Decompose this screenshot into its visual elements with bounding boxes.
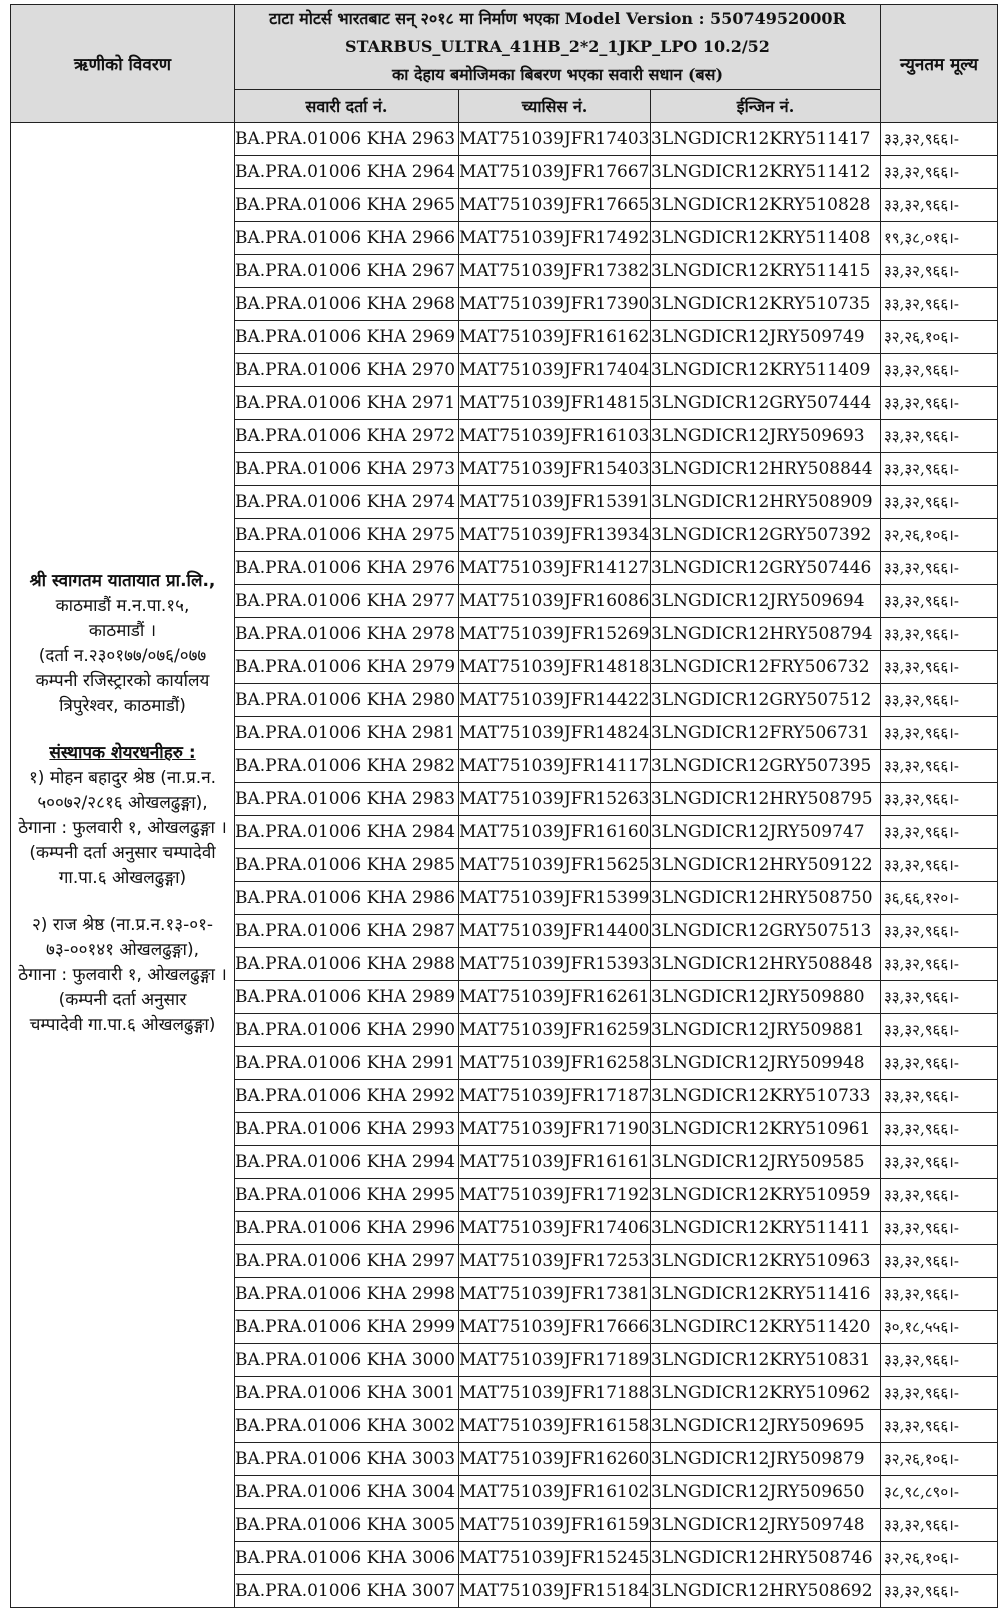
cell-min-price: ३३,३२,९६६।- <box>881 354 998 387</box>
cell-chassis-no: MAT751039JFR15184 <box>459 1575 651 1608</box>
cell-min-price: ३३,३२,९६६।- <box>881 255 998 288</box>
cell-engine-no: 3LNGDICR12JRY509948 <box>651 1047 881 1080</box>
cell-min-price: ३२,२६,१०६।- <box>881 1542 998 1575</box>
cell-reg-no: BA.PRA.01006 KHA 2997 <box>235 1245 459 1278</box>
cell-min-price: ३३,३२,९६६।- <box>881 783 998 816</box>
header-vehicle-description <box>235 5 881 90</box>
debtor-details <box>11 123 234 1038</box>
debtor-address-line: काठमाडौं । <box>88 621 157 641</box>
cell-min-price: ३३,३२,९६६।- <box>881 1113 998 1146</box>
header-line-3: का देहाय बमोजिमका बिबरण भएका सवारी सधान (बस) <box>391 65 724 84</box>
cell-min-price: ३३,३२,९६६।- <box>881 1047 998 1080</box>
cell-reg-no: BA.PRA.01006 KHA 2963 <box>235 123 459 156</box>
cell-reg-no: BA.PRA.01006 KHA 2994 <box>235 1146 459 1179</box>
cell-engine-no: 3LNGDICR12HRY508794 <box>651 618 881 651</box>
cell-min-price: ३३,३२,९६६।- <box>881 288 998 321</box>
cell-chassis-no: MAT751039JFR14127 <box>459 552 651 585</box>
founder-2-line: (कम्पनी दर्ता अनुसार <box>58 990 187 1010</box>
cell-chassis-no: MAT751039JFR17253 <box>459 1245 651 1278</box>
cell-chassis-no: MAT751039JFR14117 <box>459 750 651 783</box>
cell-chassis-no: MAT751039JFR16102 <box>459 1476 651 1509</box>
cell-reg-no: BA.PRA.01006 KHA 2986 <box>235 882 459 915</box>
cell-min-price: ३३,३२,९६६।- <box>881 1146 998 1179</box>
cell-reg-no: BA.PRA.01006 KHA 2985 <box>235 849 459 882</box>
cell-min-price: ३३,३२,९६६।- <box>881 123 998 156</box>
cell-reg-no: BA.PRA.01006 KHA 2969 <box>235 321 459 354</box>
cell-chassis-no: MAT751039JFR17189 <box>459 1344 651 1377</box>
cell-reg-no: BA.PRA.01006 KHA 2978 <box>235 618 459 651</box>
cell-reg-no: BA.PRA.01006 KHA 2971 <box>235 387 459 420</box>
cell-min-price: ३३,३२,९६६।- <box>881 1575 998 1608</box>
header-debtor: ऋणीको विवरण <box>11 5 235 123</box>
cell-reg-no: BA.PRA.01006 KHA 2973 <box>235 453 459 486</box>
cell-reg-no: BA.PRA.01006 KHA 2983 <box>235 783 459 816</box>
cell-engine-no: 3LNGDICR12JRY509585 <box>651 1146 881 1179</box>
cell-chassis-no: MAT751039JFR16161 <box>459 1146 651 1179</box>
cell-reg-no: BA.PRA.01006 KHA 2968 <box>235 288 459 321</box>
cell-reg-no: BA.PRA.01006 KHA 2964 <box>235 156 459 189</box>
cell-min-price: ३३,३२,९६६।- <box>881 189 998 222</box>
founder-1-line: १) मोहन बहादुर श्रेष्ठ (ना.प्र.न. <box>28 768 217 788</box>
cell-chassis-no: MAT751039JFR15403 <box>459 453 651 486</box>
table-body <box>11 123 998 1608</box>
cell-reg-no: BA.PRA.01006 KHA 2966 <box>235 222 459 255</box>
cell-engine-no: 3LNGDICR12HRY508909 <box>651 486 881 519</box>
cell-chassis-no: MAT751039JFR17381 <box>459 1278 651 1311</box>
cell-min-price: ३३,३२,९६६।- <box>881 981 998 1014</box>
cell-chassis-no: MAT751039JFR17406 <box>459 1212 651 1245</box>
cell-min-price: ३३,३२,९६६।- <box>881 1179 998 1212</box>
cell-chassis-no: MAT751039JFR13934 <box>459 519 651 552</box>
cell-chassis-no: MAT751039JFR17187 <box>459 1080 651 1113</box>
vehicle-table <box>10 4 998 1608</box>
cell-engine-no: 3LNGDICR12KRY511408 <box>651 222 881 255</box>
cell-min-price: ३३,३२,९६६।- <box>881 1212 998 1245</box>
cell-min-price: ३३,३२,९६६।- <box>881 651 998 684</box>
cell-chassis-no: MAT751039JFR17404 <box>459 354 651 387</box>
cell-reg-no: BA.PRA.01006 KHA 2996 <box>235 1212 459 1245</box>
cell-chassis-no: MAT751039JFR16159 <box>459 1509 651 1542</box>
cell-engine-no: 3LNGDICR12GRY507444 <box>651 387 881 420</box>
cell-reg-no: BA.PRA.01006 KHA 2990 <box>235 1014 459 1047</box>
cell-min-price: ३३,३२,९६६।- <box>881 1509 998 1542</box>
cell-chassis-no: MAT751039JFR14400 <box>459 915 651 948</box>
cell-engine-no: 3LNGDICR12KRY510963 <box>651 1245 881 1278</box>
cell-chassis-no: MAT751039JFR15625 <box>459 849 651 882</box>
cell-min-price: ३३,३२,९६६।- <box>881 1377 998 1410</box>
cell-reg-no: BA.PRA.01006 KHA 2992 <box>235 1080 459 1113</box>
cell-reg-no: BA.PRA.01006 KHA 2972 <box>235 420 459 453</box>
cell-engine-no: 3LNGDICR12KRY510828 <box>651 189 881 222</box>
cell-reg-no: BA.PRA.01006 KHA 2989 <box>235 981 459 1014</box>
cell-reg-no: BA.PRA.01006 KHA 2979 <box>235 651 459 684</box>
header-min-price: न्युनतम मूल्य <box>881 5 998 123</box>
cell-engine-no: 3LNGDICR12KRY510735 <box>651 288 881 321</box>
cell-reg-no: BA.PRA.01006 KHA 2998 <box>235 1278 459 1311</box>
cell-min-price: ३३,३२,९६६।- <box>881 816 998 849</box>
cell-reg-no: BA.PRA.01006 KHA 3003 <box>235 1443 459 1476</box>
cell-chassis-no: MAT751039JFR17667 <box>459 156 651 189</box>
cell-engine-no: 3LNGDICR12KRY511417 <box>651 123 881 156</box>
cell-chassis-no: MAT751039JFR17666 <box>459 1311 651 1344</box>
cell-reg-no: BA.PRA.01006 KHA 2967 <box>235 255 459 288</box>
cell-chassis-no: MAT751039JFR17192 <box>459 1179 651 1212</box>
header-engine-no: ईन्जिन नं. <box>651 90 881 123</box>
cell-reg-no: BA.PRA.01006 KHA 2981 <box>235 717 459 750</box>
founders-title: संस्थापक शेयरधनीहरु : <box>49 743 196 763</box>
cell-chassis-no: MAT751039JFR16259 <box>459 1014 651 1047</box>
cell-chassis-no: MAT751039JFR17665 <box>459 189 651 222</box>
cell-min-price: ३६,६६,१२०।- <box>881 882 998 915</box>
cell-min-price: ३२,२६,१०६।- <box>881 321 998 354</box>
cell-engine-no: 3LNGDICR12GRY507513 <box>651 915 881 948</box>
cell-reg-no: BA.PRA.01006 KHA 2987 <box>235 915 459 948</box>
cell-min-price: ३८,९८,८९०।- <box>881 1476 998 1509</box>
cell-chassis-no: MAT751039JFR14824 <box>459 717 651 750</box>
cell-engine-no: 3LNGDICR12GRY507392 <box>651 519 881 552</box>
cell-chassis-no: MAT751039JFR16160 <box>459 816 651 849</box>
cell-min-price: ३३,३२,९६६।- <box>881 1245 998 1278</box>
cell-chassis-no: MAT751039JFR15399 <box>459 882 651 915</box>
cell-reg-no: BA.PRA.01006 KHA 2980 <box>235 684 459 717</box>
cell-reg-no: BA.PRA.01006 KHA 2984 <box>235 816 459 849</box>
cell-min-price: ३३,३२,९६६।- <box>881 684 998 717</box>
cell-engine-no: 3LNGDICR12GRY507512 <box>651 684 881 717</box>
cell-engine-no: 3LNGDICR12KRY510962 <box>651 1377 881 1410</box>
cell-chassis-no: MAT751039JFR15391 <box>459 486 651 519</box>
cell-reg-no: BA.PRA.01006 KHA 2988 <box>235 948 459 981</box>
cell-reg-no: BA.PRA.01006 KHA 3007 <box>235 1575 459 1608</box>
cell-engine-no: 3LNGDICR12JRY509694 <box>651 585 881 618</box>
spacer <box>13 891 232 913</box>
cell-engine-no: 3LNGDICR12KRY511411 <box>651 1212 881 1245</box>
cell-engine-no: 3LNGDICR12KRY511409 <box>651 354 881 387</box>
cell-min-price: ३३,३२,९६६।- <box>881 486 998 519</box>
cell-chassis-no: MAT751039JFR16086 <box>459 585 651 618</box>
cell-engine-no: 3LNGDICR12KRY510961 <box>651 1113 881 1146</box>
cell-reg-no: BA.PRA.01006 KHA 2995 <box>235 1179 459 1212</box>
cell-chassis-no: MAT751039JFR14818 <box>459 651 651 684</box>
cell-reg-no: BA.PRA.01006 KHA 2970 <box>235 354 459 387</box>
cell-engine-no: 3LNGDICR12KRY511412 <box>651 156 881 189</box>
cell-min-price: १९,३८,०१६।- <box>881 222 998 255</box>
cell-min-price: ३३,३२,९६६।- <box>881 1344 998 1377</box>
table-row <box>11 123 998 156</box>
debtor-address-line: (दर्ता न.२३०१७७/०७६/०७७ <box>38 646 207 666</box>
cell-min-price: ३२,२६,१०६।- <box>881 1443 998 1476</box>
cell-chassis-no: MAT751039JFR16158 <box>459 1410 651 1443</box>
cell-engine-no: 3LNGDICR12KRY510959 <box>651 1179 881 1212</box>
cell-reg-no: BA.PRA.01006 KHA 3002 <box>235 1410 459 1443</box>
cell-min-price: ३३,३२,९६६।- <box>881 156 998 189</box>
cell-engine-no: 3LNGDICR12JRY509880 <box>651 981 881 1014</box>
cell-engine-no: 3LNGDICR12GRY507446 <box>651 552 881 585</box>
cell-engine-no: 3LNGDICR12JRY509695 <box>651 1410 881 1443</box>
founder-1-line: (कम्पनी दर्ता अनुसार चम्पादेवी <box>29 843 216 863</box>
cell-engine-no: 3LNGDICR12FRY506732 <box>651 651 881 684</box>
cell-min-price: ३३,३२,९६६।- <box>881 915 998 948</box>
cell-reg-no: BA.PRA.01006 KHA 3005 <box>235 1509 459 1542</box>
debtor-company: श्री स्वागतम यातायात प्रा.लि., <box>29 571 216 591</box>
founder-1-line: गा.पा.६ ओखलढुङ्गा) <box>58 868 187 888</box>
cell-chassis-no: MAT751039JFR14422 <box>459 684 651 717</box>
cell-chassis-no: MAT751039JFR16162 <box>459 321 651 354</box>
cell-min-price: ३०,१८,५५६।- <box>881 1311 998 1344</box>
cell-engine-no: 3LNGDICR12HRY508795 <box>651 783 881 816</box>
cell-engine-no: 3LNGDICR12HRY508746 <box>651 1542 881 1575</box>
cell-min-price: ३३,३२,९६६।- <box>881 585 998 618</box>
header-chassis-no: च्यासिस नं. <box>459 90 651 123</box>
cell-chassis-no: MAT751039JFR15263 <box>459 783 651 816</box>
cell-reg-no: BA.PRA.01006 KHA 2974 <box>235 486 459 519</box>
cell-reg-no: BA.PRA.01006 KHA 2982 <box>235 750 459 783</box>
debtor-address-line: काठमाडौं म.न.पा.१५, <box>55 596 190 616</box>
cell-engine-no: 3LNGDICR12JRY509747 <box>651 816 881 849</box>
founder-2-line: ठेगाना : फुलवारी १, ओखलढुङ्गा । <box>18 965 227 985</box>
cell-reg-no: BA.PRA.01006 KHA 3001 <box>235 1377 459 1410</box>
cell-engine-no: 3LNGDICR12HRY508750 <box>651 882 881 915</box>
founder-1-line: ठेगाना : फुलवारी १, ओखलढुङ्गा । <box>18 818 227 838</box>
cell-chassis-no: MAT751039JFR17492 <box>459 222 651 255</box>
cell-engine-no: 3LNGDICR12KRY510733 <box>651 1080 881 1113</box>
founder-2-line: २) राज श्रेष्ठ (ना.प्र.न.१३-०१- <box>31 915 214 935</box>
cell-chassis-no: MAT751039JFR17188 <box>459 1377 651 1410</box>
cell-min-price: ३३,३२,९६६।- <box>881 948 998 981</box>
cell-engine-no: 3LNGDICR12KRY511415 <box>651 255 881 288</box>
cell-min-price: ३३,३२,९६६।- <box>881 750 998 783</box>
debtor-address-line: कम्पनी रजिस्ट्रारको कार्यालय <box>35 671 210 691</box>
founder-1-line: ५००७२/२८१६ ओखलढुङ्गा), <box>37 793 208 813</box>
cell-chassis-no: MAT751039JFR16258 <box>459 1047 651 1080</box>
debtor-cell <box>11 123 235 1608</box>
cell-engine-no: 3LNGDICR12JRY509693 <box>651 420 881 453</box>
founder-2-line: चम्पादेवी गा.पा.६ ओखलढुङ्गा) <box>29 1015 216 1035</box>
cell-min-price: ३२,२६,१०६।- <box>881 519 998 552</box>
cell-reg-no: BA.PRA.01006 KHA 2976 <box>235 552 459 585</box>
cell-engine-no: 3LNGDIRC12KRY511420 <box>651 1311 881 1344</box>
header-reg-no: सवारी दर्ता नं. <box>235 90 459 123</box>
cell-reg-no: BA.PRA.01006 KHA 2977 <box>235 585 459 618</box>
header-line-1: टाटा मोटर्स भारतबाट सन् २०१८ मा निर्माण भएका Model Version : 55074952000R <box>269 9 846 28</box>
cell-engine-no: 3LNGDICR12JRY509748 <box>651 1509 881 1542</box>
cell-engine-no: 3LNGDICR12JRY509879 <box>651 1443 881 1476</box>
header-line-2: STARBUS_ULTRA_41HB_2*2_1JKP_LPO 10.2/52 <box>345 37 770 56</box>
cell-chassis-no: MAT751039JFR14815 <box>459 387 651 420</box>
cell-engine-no: 3LNGDICR12HRY508844 <box>651 453 881 486</box>
cell-min-price: ३३,३२,९६६।- <box>881 420 998 453</box>
cell-chassis-no: MAT751039JFR15245 <box>459 1542 651 1575</box>
cell-engine-no: 3LNGDICR12HRY508848 <box>651 948 881 981</box>
cell-reg-no: BA.PRA.01006 KHA 3000 <box>235 1344 459 1377</box>
cell-chassis-no: MAT751039JFR16261 <box>459 981 651 1014</box>
cell-chassis-no: MAT751039JFR16260 <box>459 1443 651 1476</box>
cell-chassis-no: MAT751039JFR15269 <box>459 618 651 651</box>
cell-engine-no: 3LNGDICR12HRY508692 <box>651 1575 881 1608</box>
cell-min-price: ३३,३२,९६६।- <box>881 1080 998 1113</box>
cell-engine-no: 3LNGDICR12JRY509650 <box>651 1476 881 1509</box>
cell-min-price: ३३,३२,९६६।- <box>881 618 998 651</box>
cell-reg-no: BA.PRA.01006 KHA 2991 <box>235 1047 459 1080</box>
cell-engine-no: 3LNGDICR12FRY506731 <box>651 717 881 750</box>
cell-reg-no: BA.PRA.01006 KHA 2975 <box>235 519 459 552</box>
cell-reg-no: BA.PRA.01006 KHA 2993 <box>235 1113 459 1146</box>
cell-min-price: ३३,३२,९६६।- <box>881 1014 998 1047</box>
cell-chassis-no: MAT751039JFR17190 <box>459 1113 651 1146</box>
cell-engine-no: 3LNGDICR12JRY509881 <box>651 1014 881 1047</box>
cell-chassis-no: MAT751039JFR17403 <box>459 123 651 156</box>
cell-chassis-no: MAT751039JFR17390 <box>459 288 651 321</box>
cell-engine-no: 3LNGDICR12HRY509122 <box>651 849 881 882</box>
cell-min-price: ३३,३२,९६६।- <box>881 1278 998 1311</box>
cell-reg-no: BA.PRA.01006 KHA 2999 <box>235 1311 459 1344</box>
cell-reg-no: BA.PRA.01006 KHA 3004 <box>235 1476 459 1509</box>
cell-engine-no: 3LNGDICR12KRY510831 <box>651 1344 881 1377</box>
cell-min-price: ३३,३२,९६६।- <box>881 717 998 750</box>
founder-2-line: ७३-००१४१ ओखलढुङ्गा), <box>45 940 199 960</box>
debtor-address-line: त्रिपुरेश्वर, काठमाडौं) <box>59 696 186 716</box>
cell-min-price: ३३,३२,९६६।- <box>881 849 998 882</box>
cell-min-price: ३३,३२,९६६।- <box>881 453 998 486</box>
cell-min-price: ३३,३२,९६६।- <box>881 552 998 585</box>
cell-reg-no: BA.PRA.01006 KHA 2965 <box>235 189 459 222</box>
cell-chassis-no: MAT751039JFR16103 <box>459 420 651 453</box>
cell-engine-no: 3LNGDICR12KRY511416 <box>651 1278 881 1311</box>
cell-min-price: ३३,३२,९६६।- <box>881 1410 998 1443</box>
cell-chassis-no: MAT751039JFR17382 <box>459 255 651 288</box>
cell-engine-no: 3LNGDICR12GRY507395 <box>651 750 881 783</box>
cell-reg-no: BA.PRA.01006 KHA 3006 <box>235 1542 459 1575</box>
cell-engine-no: 3LNGDICR12JRY509749 <box>651 321 881 354</box>
cell-chassis-no: MAT751039JFR15393 <box>459 948 651 981</box>
cell-min-price: ३३,३२,९६६।- <box>881 387 998 420</box>
